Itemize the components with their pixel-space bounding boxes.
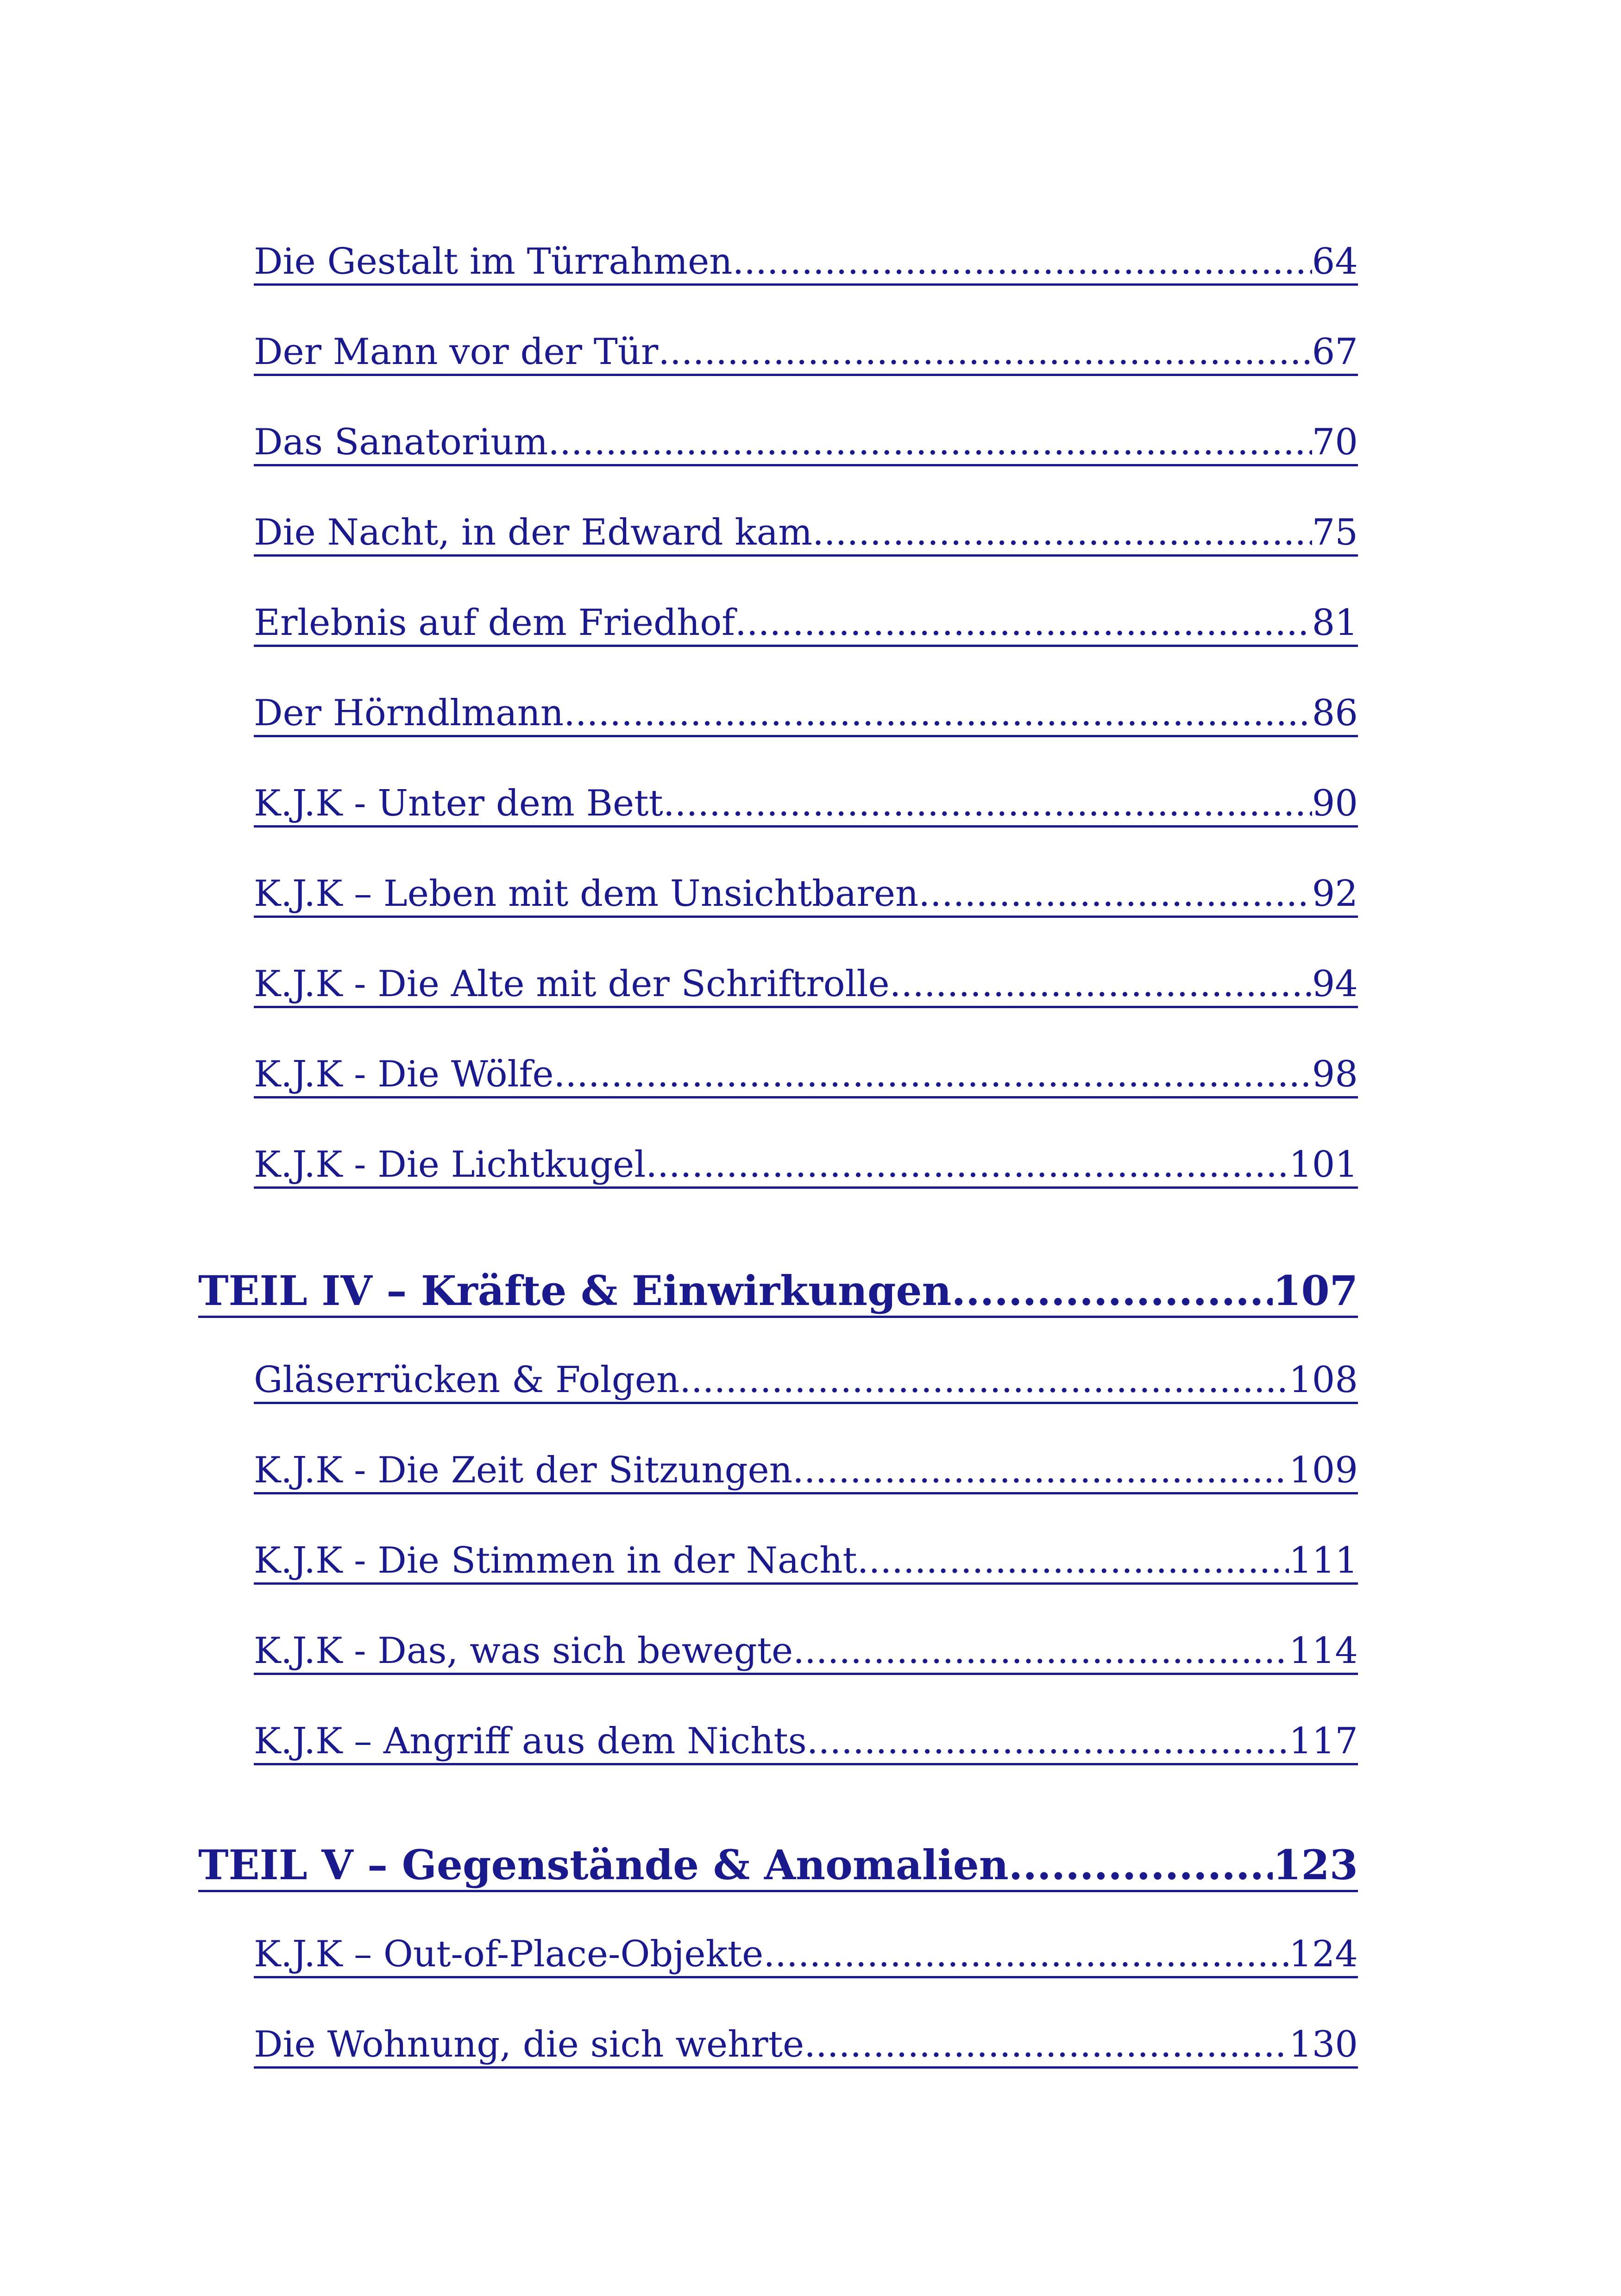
toc-entry-die-woelfe[interactable] <box>254 1054 1358 1098</box>
leader-dots <box>763 1933 1289 1975</box>
toc-entry-page: 124 <box>1289 1933 1358 1975</box>
leader-dots <box>663 783 1312 824</box>
toc-part-label: TEIL V – Gegenstände & Anomalien <box>198 1841 1009 1889</box>
toc-entry-page: 90 <box>1312 783 1358 824</box>
leader-dots <box>792 1449 1289 1491</box>
toc-entry-page: 101 <box>1289 1144 1358 1186</box>
toc-entry-die-wohnung-die-sich-wehrte[interactable] <box>254 2024 1358 2069</box>
leader-dots <box>733 241 1312 282</box>
leader-dots <box>1009 1841 1273 1889</box>
toc-entry-label: K.J.K - Das, was sich bewegte <box>254 1630 793 1672</box>
leader-dots <box>679 1359 1289 1401</box>
toc-entry-unter-dem-bett[interactable] <box>254 783 1358 828</box>
toc-entry-label: K.J.K - Die Wölfe <box>254 1054 554 1095</box>
leader-dots <box>918 873 1312 915</box>
toc-entry-page: 108 <box>1289 1359 1358 1401</box>
toc-entry-label: K.J.K - Die Alte mit der Schriftrolle <box>254 963 890 1005</box>
toc-entry-label: Die Wohnung, die sich wehrte <box>254 2024 804 2065</box>
toc-entry-glaeserruecken-und-folgen[interactable] <box>254 1359 1358 1404</box>
toc-entry-page: 94 <box>1312 963 1358 1005</box>
toc-entry-erlebnis-auf-dem-friedhof[interactable] <box>254 602 1358 647</box>
leader-dots <box>548 421 1312 463</box>
toc-entry-label: K.J.K - Unter dem Bett <box>254 783 663 824</box>
leader-dots <box>890 963 1312 1005</box>
toc-entry-page: 86 <box>1312 692 1358 734</box>
leader-dots <box>804 2024 1289 2065</box>
toc-entry-die-zeit-der-sitzungen[interactable] <box>254 1449 1358 1494</box>
toc-entry-label: K.J.K - Die Zeit der Sitzungen <box>254 1449 792 1491</box>
toc-entry-page: 111 <box>1289 1540 1358 1581</box>
leader-dots <box>564 692 1312 734</box>
toc-part-page: 107 <box>1273 1267 1358 1315</box>
leader-dots <box>646 1144 1289 1186</box>
toc-entry-label: Erlebnis auf dem Friedhof <box>254 602 735 644</box>
toc-entry-page: 130 <box>1289 2024 1358 2065</box>
toc-part-page: 123 <box>1273 1841 1358 1889</box>
leader-dots <box>554 1054 1312 1095</box>
toc-entry-label: K.J.K - Die Lichtkugel <box>254 1144 646 1186</box>
toc-entry-page: 92 <box>1312 873 1358 915</box>
leader-dots <box>807 1720 1289 1762</box>
toc-entry-page: 81 <box>1312 602 1358 644</box>
toc-entry-der-hoerndlmann[interactable] <box>254 692 1358 737</box>
toc-entry-die-stimmen-in-der-nacht[interactable] <box>254 1540 1358 1585</box>
toc-entry-angriff-aus-dem-nichts[interactable] <box>254 1720 1358 1765</box>
toc-entry-label: Das Sanatorium <box>254 421 548 463</box>
toc-entry-die-alte-mit-der-schriftrolle[interactable] <box>254 963 1358 1008</box>
toc-part-teil-iv[interactable] <box>198 1267 1358 1318</box>
toc-entry-page: 98 <box>1312 1054 1358 1095</box>
leader-dots <box>735 602 1312 644</box>
toc-entry-der-mann-vor-der-tuer[interactable] <box>254 331 1358 376</box>
leader-dots <box>658 331 1312 373</box>
toc-entry-label: Der Hörndlmann <box>254 692 564 734</box>
toc-entry-die-nacht-in-der-edward-kam[interactable] <box>254 512 1358 557</box>
leader-dots <box>952 1267 1273 1315</box>
toc-entry-page: 117 <box>1289 1720 1358 1762</box>
leader-dots <box>857 1540 1289 1581</box>
toc-entry-page: 70 <box>1312 421 1358 463</box>
toc-entry-page: 64 <box>1312 241 1358 282</box>
toc-entry-label: K.J.K - Die Stimmen in der Nacht <box>254 1540 857 1581</box>
toc-entry-page: 67 <box>1312 331 1358 373</box>
toc-entry-das-was-sich-bewegte[interactable] <box>254 1630 1358 1675</box>
toc-part-teil-v[interactable] <box>198 1841 1358 1892</box>
toc-entry-label: Der Mann vor der Tür <box>254 331 659 373</box>
toc-entry-page: 109 <box>1289 1449 1358 1491</box>
toc-entry-label: K.J.K – Leben mit dem Unsichtbaren <box>254 873 919 915</box>
toc-entry-label: Gläserrücken & Folgen <box>254 1359 680 1401</box>
toc-entry-die-gestalt-im-tuerrahmen[interactable] <box>254 241 1358 286</box>
toc-entry-label: Die Nacht, in der Edward kam <box>254 512 813 553</box>
toc-entry-page: 75 <box>1312 512 1358 553</box>
leader-dots <box>793 1630 1289 1672</box>
toc-entry-out-of-place-objekte[interactable] <box>254 1933 1358 1978</box>
toc-entry-das-sanatorium[interactable] <box>254 421 1358 466</box>
toc-part-label: TEIL IV – Kräfte & Einwirkungen <box>198 1267 952 1315</box>
toc-entry-die-lichtkugel[interactable] <box>254 1144 1358 1189</box>
toc-entry-page: 114 <box>1289 1630 1358 1672</box>
toc-entry-label: Die Gestalt im Türrahmen <box>254 241 733 282</box>
toc-entry-leben-mit-dem-unsichtbaren[interactable] <box>254 873 1358 918</box>
toc-entry-label: K.J.K – Out-of-Place-Objekte <box>254 1933 764 1975</box>
leader-dots <box>812 512 1312 553</box>
toc-entry-label: K.J.K – Angriff aus dem Nichts <box>254 1720 807 1762</box>
